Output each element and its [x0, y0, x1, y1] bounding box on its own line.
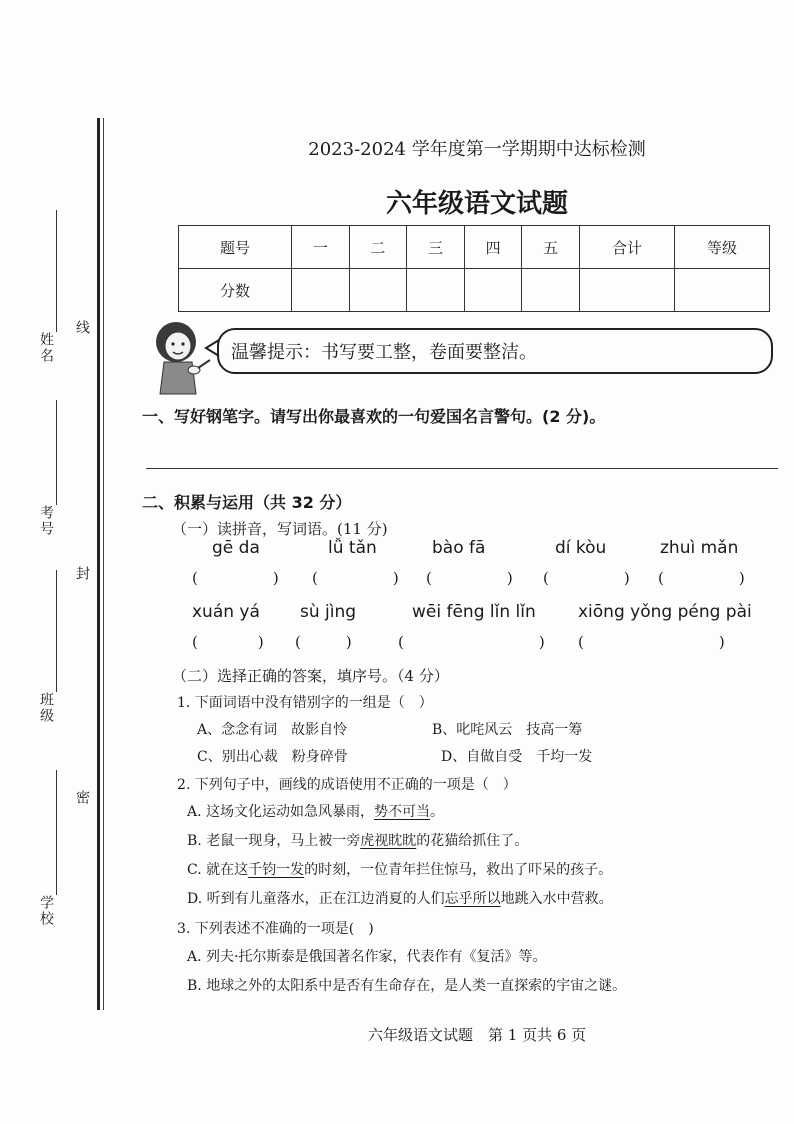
option-text: B. 老鼠一现身，马上被一旁 — [187, 833, 361, 849]
underlined-idiom: 千钧一发 — [248, 862, 305, 878]
option-text: A. 这场文化运动如急风暴雨， — [187, 804, 375, 820]
seal-text-line: 线 — [74, 320, 90, 336]
option[interactable] — [187, 801, 444, 821]
binding-line-inner — [103, 118, 104, 1010]
tip-bubble: 温馨提示：书写要工整，卷面要整洁。 — [217, 328, 773, 374]
option-text: 。 — [430, 804, 445, 820]
score-table-score-row — [179, 269, 770, 312]
underlined-idiom: 虎视眈眈 — [360, 833, 417, 849]
answer-bracket[interactable]: ( ) — [658, 569, 745, 587]
pinyin: dí kòu — [555, 538, 607, 558]
name-label: 姓名 — [38, 332, 54, 364]
page-footer: 六年级语文试题 第 1 页共 6 页 — [368, 1026, 587, 1044]
score-cell: 合计 — [580, 226, 675, 269]
pinyin: lǚ tǎn — [328, 538, 377, 558]
pinyin: zhuì mǎn — [660, 538, 739, 558]
score-input-cell[interactable] — [349, 269, 407, 312]
score-cell: 五 — [522, 226, 580, 269]
answer-bracket[interactable]: ( ) — [398, 633, 545, 651]
score-input-cell[interactable] — [292, 269, 350, 312]
score-cell: 等级 — [675, 226, 770, 269]
underlined-idiom: 忘乎所以 — [444, 891, 501, 907]
answer-bracket[interactable]: ( ) — [192, 633, 264, 651]
score-input-cell[interactable] — [580, 269, 675, 312]
pinyin: xiōng yǒng péng pài — [578, 602, 752, 622]
class-label: 班级 — [38, 692, 54, 724]
pinyin: sù jìng — [300, 602, 357, 622]
option[interactable] — [187, 888, 613, 908]
answer-bracket[interactable]: ( ) — [192, 569, 279, 587]
question-3: 3. 下列表述不准确的一项是( ) — [177, 921, 374, 937]
underlined-idiom: 势不可当 — [374, 804, 431, 820]
score-table — [178, 225, 770, 312]
seal-text-secret: 密 — [74, 790, 90, 806]
pinyin: bào fā — [432, 538, 486, 558]
section1-title: 一、写好钢笔字。请写出你最喜欢的一句爱国名言警句。(2 分)。 — [142, 407, 606, 426]
score-row-label: 分数 — [179, 269, 292, 312]
question-2: 2. 下列句子中，画线的成语使用不正确的一项是（ ） — [177, 777, 517, 793]
girl-illustration — [146, 318, 212, 398]
option[interactable]: C、别出心裁 粉身碎骨 — [197, 749, 348, 765]
part1-title: （一）读拼音，写词语。(11 分) — [172, 520, 388, 538]
answer-bracket[interactable]: ( ) — [426, 569, 513, 587]
score-cell: 一 — [292, 226, 350, 269]
pinyin: gē da — [212, 538, 260, 558]
option[interactable]: A、念念有词 故影自怜 — [197, 722, 348, 738]
option-text: 地跳入水中营救。 — [500, 891, 613, 907]
option[interactable]: B、叱咤风云 技高一筹 — [432, 722, 583, 738]
option-text: 的花猫给抓住了。 — [416, 833, 529, 849]
score-input-cell[interactable] — [407, 269, 465, 312]
score-cell: 四 — [464, 226, 522, 269]
section2-title: 二、积累与运用（共 32 分） — [142, 493, 352, 512]
answer-bracket[interactable]: ( ) — [312, 569, 399, 587]
exam-no-label: 考号 — [38, 505, 54, 537]
score-cell: 三 — [407, 226, 465, 269]
option[interactable] — [187, 859, 612, 879]
pinyin: wēi fēng lǐn lǐn — [412, 602, 536, 622]
school-label: 学校 — [38, 895, 54, 927]
class-blank[interactable] — [56, 570, 57, 692]
section-divider — [146, 468, 778, 469]
name-blank[interactable] — [56, 210, 57, 332]
option[interactable]: A. 列夫·托尔斯泰是俄国著名作家，代表作有《复活》等。 — [187, 949, 547, 965]
score-input-cell[interactable] — [464, 269, 522, 312]
seal-text-seal: 封 — [74, 566, 90, 582]
exam-title: 2023-2024 学年度第一学期期中达标检测 — [308, 139, 646, 160]
answer-bracket[interactable]: ( ) — [543, 569, 630, 587]
answer-bracket[interactable]: ( ) — [578, 633, 725, 651]
option[interactable]: D、自做自受 千均一发 — [441, 749, 593, 765]
option-text: 的时刻，一位青年拦住惊马，救出了吓呆的孩子。 — [304, 862, 613, 878]
score-input-cell[interactable] — [522, 269, 580, 312]
part2-title: （二）选择正确的答案，填序号。（4 分） — [172, 667, 449, 685]
option-text: D. 听到有儿童落水，正在江边消夏的人们 — [187, 891, 445, 907]
score-cell: 题号 — [179, 226, 292, 269]
score-input-cell[interactable] — [675, 269, 770, 312]
paper-title: 六年级语文试题 — [385, 189, 568, 219]
school-blank[interactable] — [56, 770, 57, 895]
score-cell: 二 — [349, 226, 407, 269]
question-1: 1. 下面词语中没有错别字的一组是（ ） — [177, 695, 433, 711]
option[interactable] — [187, 830, 528, 850]
binding-line — [97, 118, 100, 1010]
exam-no-blank[interactable] — [56, 400, 57, 505]
pinyin: xuán yá — [192, 602, 260, 622]
option-text: C. 就在这 — [187, 862, 249, 878]
score-table-header-row — [179, 226, 770, 269]
answer-bracket[interactable]: ( ) — [295, 633, 352, 651]
option[interactable]: B. 地球之外的太阳系中是否有生命存在，是人类一直探索的宇宙之谜。 — [187, 978, 627, 994]
